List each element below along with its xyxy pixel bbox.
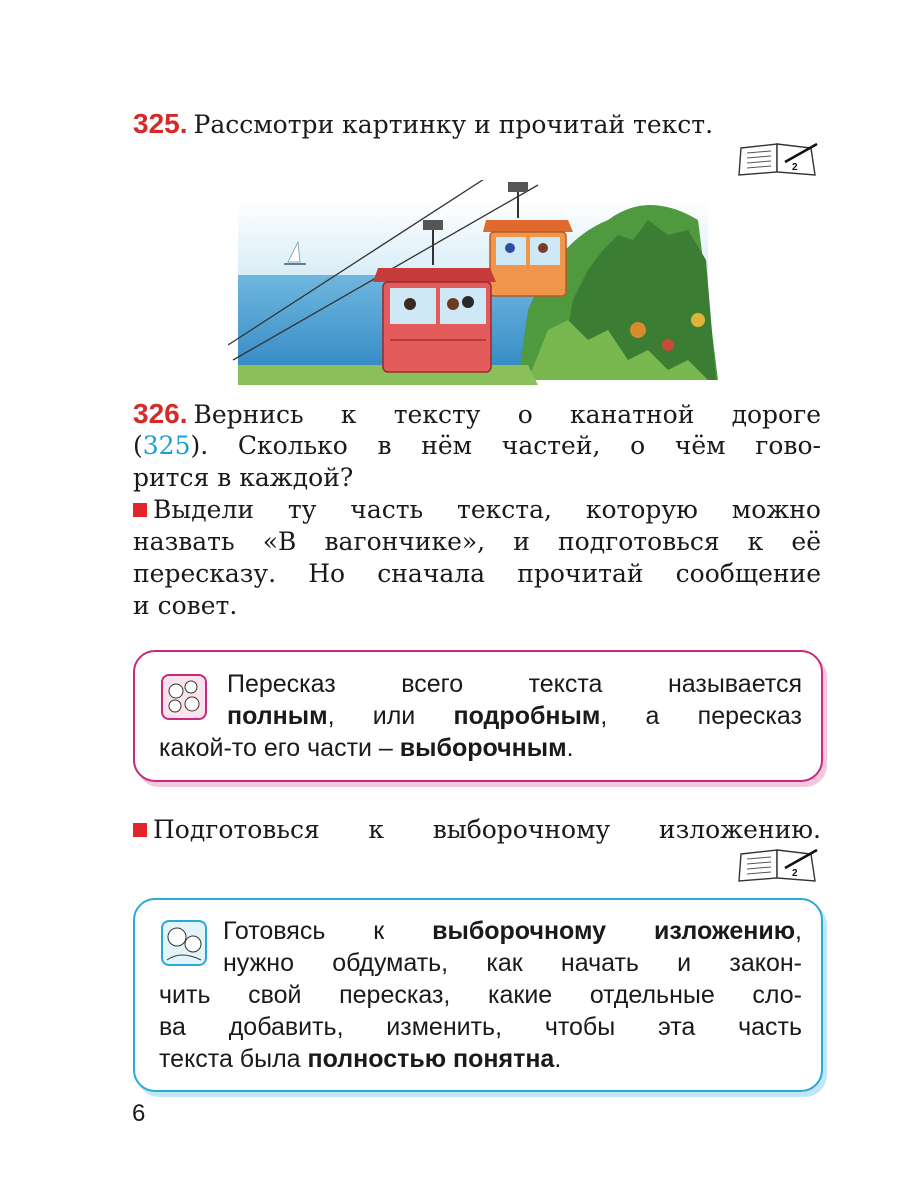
task-marker-icon: [133, 823, 147, 837]
exercise-326-line-3: рится в каждой?: [133, 463, 354, 492]
page-number: 6: [132, 1100, 146, 1127]
workbook-icon-label: 2: [792, 162, 798, 173]
children-faces-icon: [161, 674, 207, 720]
advice-faces-icon: [161, 920, 207, 966]
info-line-1: Пересказ всего текста называется: [227, 670, 802, 698]
exercise-number: 325.: [133, 108, 188, 139]
exercise-325-line: [133, 108, 821, 141]
task-line-3: пересказу. Но сначала прочитай сообщение: [133, 559, 821, 588]
task-line-2: назвать «В вагончике», и подготовься к её: [133, 527, 821, 556]
advice-line-4: ва добавить, изменить, чтобы эта часть: [159, 1013, 802, 1041]
task2-line: Подготовься к выборочному изложению.: [133, 814, 821, 846]
info-line-2: полным, или подробным, а пересказ: [227, 702, 802, 730]
task-line-1: Выдели ту часть текста, которую можно: [133, 494, 821, 526]
task-line-4: и совет.: [133, 591, 238, 620]
exercise-325-text: Рассмотри картинку и прочитай текст.: [193, 110, 714, 139]
exercise-326-line-1: [133, 398, 821, 431]
info-box: [133, 650, 823, 782]
exercise-326-text: Вернись к тексту о канатной дороге: [193, 400, 821, 429]
advice-box: [133, 898, 823, 1092]
advice-line-3: чить свой пересказ, какие отдельные сло-: [159, 981, 802, 1009]
workbook-icon: [737, 140, 819, 180]
workbook-icon-label: 2: [792, 868, 798, 879]
exercise-326-line-2: (325). Сколько в нём частей, о чём гово-: [133, 431, 821, 460]
info-line-3: какой-то его части – выборочным.: [159, 734, 574, 762]
advice-line-5: текста была полностью понятна.: [159, 1045, 562, 1073]
exercise-reference-link[interactable]: 325: [142, 431, 191, 460]
exercise-number: 326.: [133, 398, 188, 429]
task-marker-icon: [133, 503, 147, 517]
cable-car-illustration: [228, 180, 718, 385]
workbook-icon: [737, 846, 819, 886]
advice-line-1: Готовясь к выборочному изложению,: [223, 917, 802, 945]
advice-line-2: нужно обдумать, как начать и закон-: [223, 949, 802, 977]
